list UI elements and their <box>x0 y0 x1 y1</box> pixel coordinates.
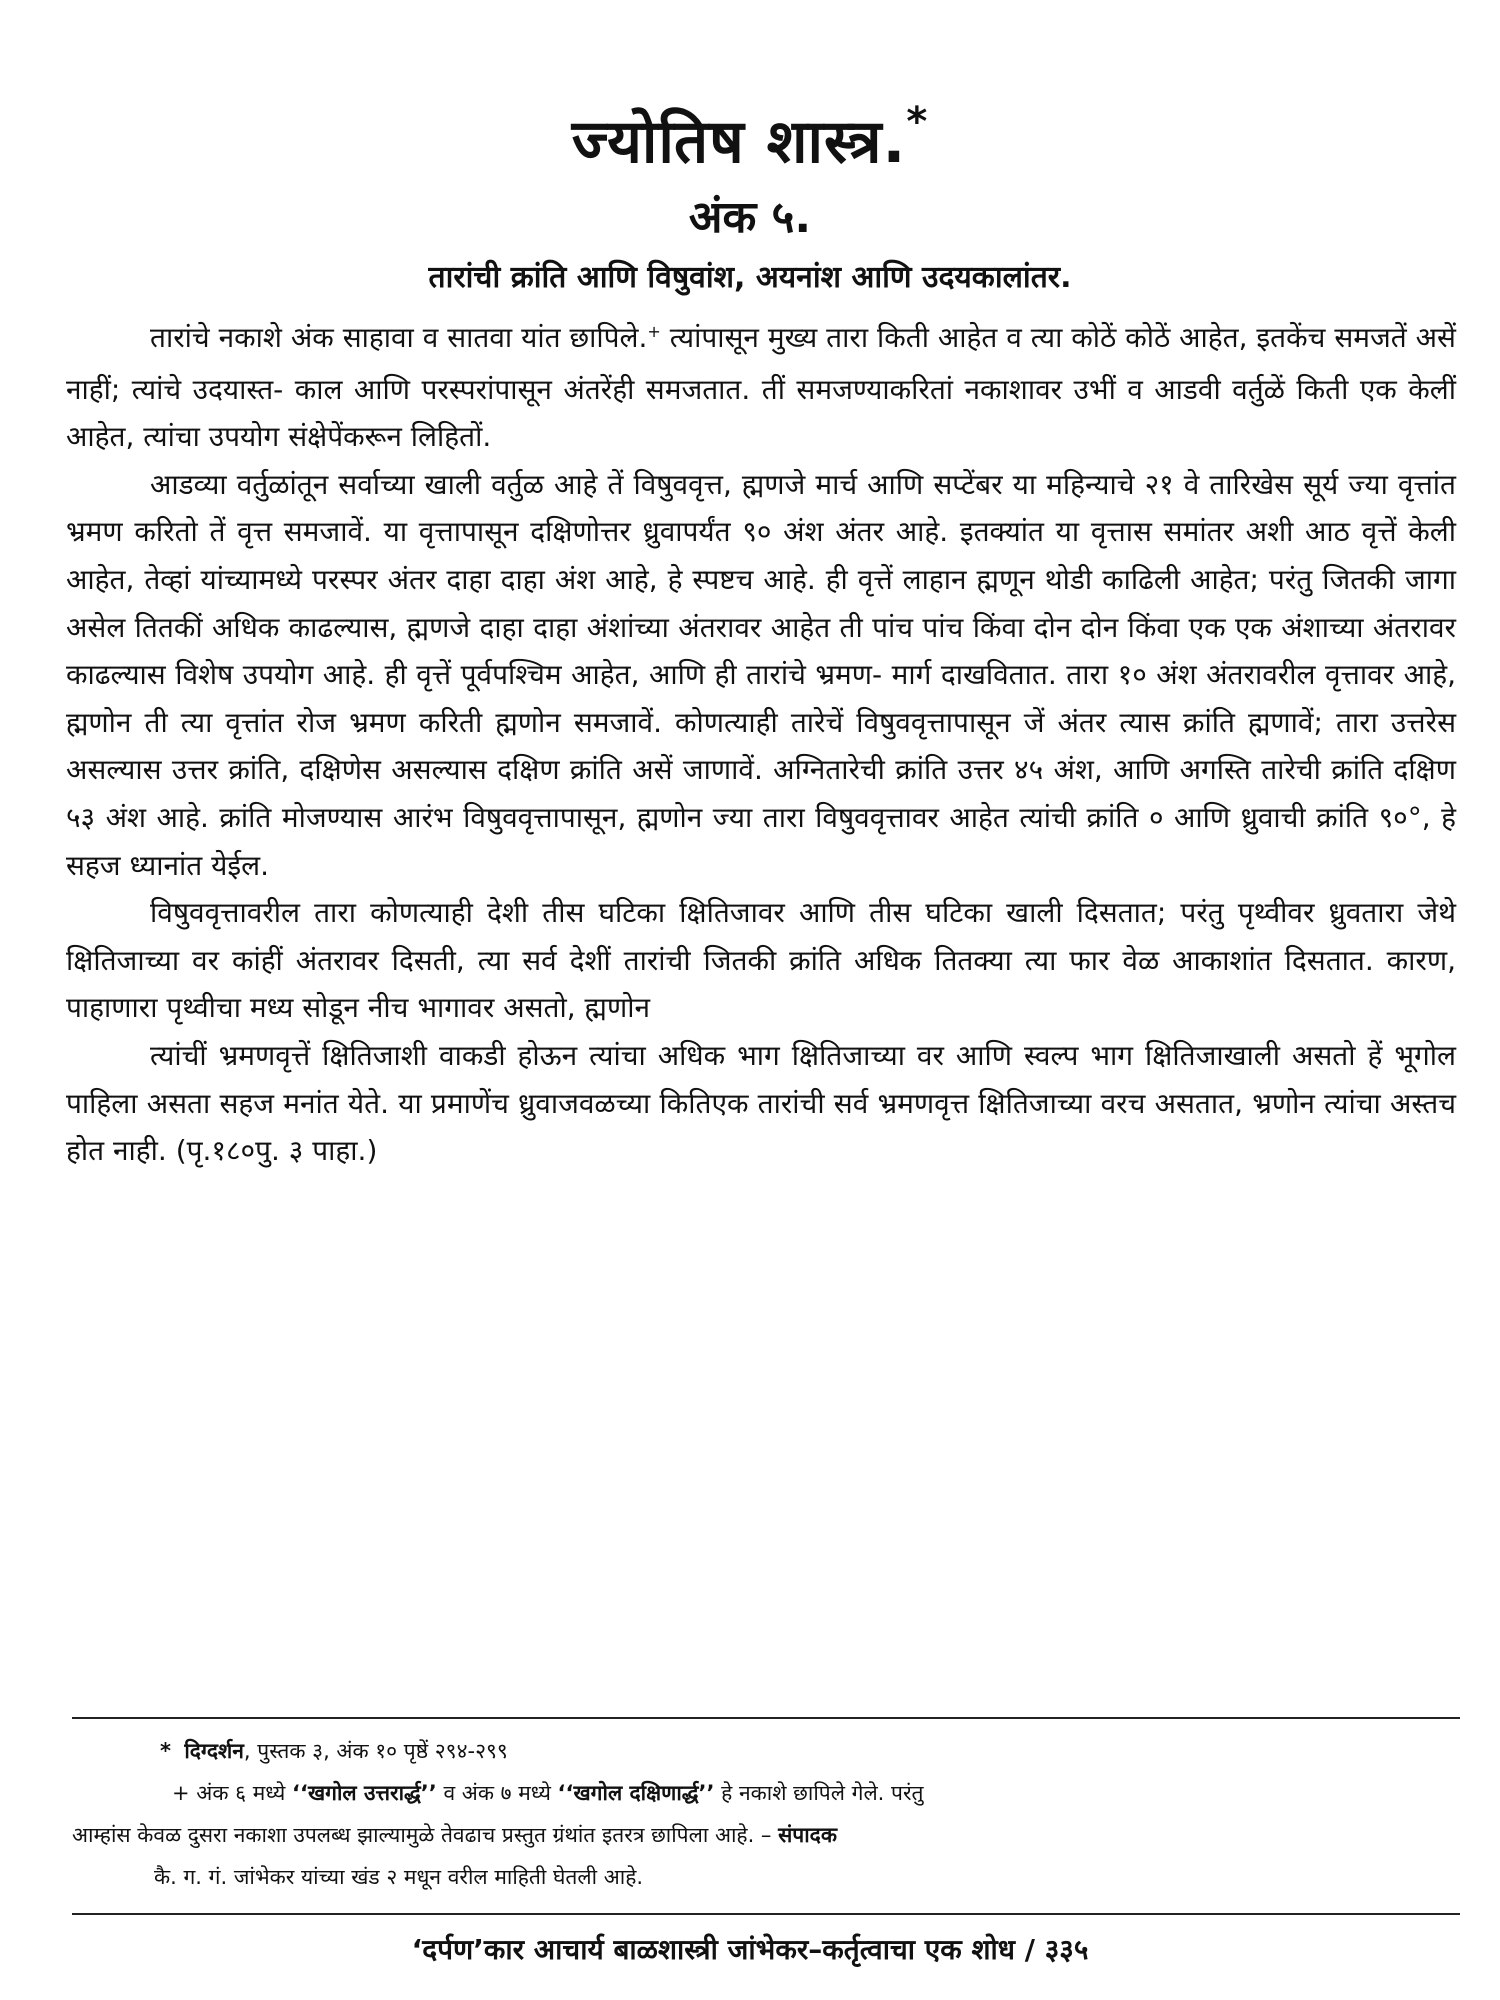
page-title <box>0 88 1500 182</box>
section-heading: तारांची क्रांति आणि विषुवांश, अयनांश आणि उदयकालांतर. <box>428 260 1072 295</box>
paragraph-1-rest: त्यांपासून मुख्य तारा किती आहेत व त्या कोठें कोठें आहेत, इतकेंच समजतें असें नाहीं; त्यांचे उदयास्त- काल आणि परस्परांपासून अंतरेंही समजतात. तीं समजण्याकरितां नकाशावर उभीं व आडवी वर्तुळें किती एक केलीं आहेत, त्यांचा उपयोग संक्षेपेंकरून लिहितों. <box>66 321 1456 454</box>
paragraph-1 <box>66 314 1456 461</box>
inline-footnote-mark: + <box>647 322 661 341</box>
footnote-4: कै. ग. गं. जांभेकर यांच्या खंड २ मधून वरील माहिती घेतली आहे. <box>154 1865 644 1889</box>
title-text: ज्योतिष शास्त्र. <box>571 107 907 177</box>
paragraph-2: आडव्या वर्तुळांतून सर्वाच्या खाली वर्तुळ आहे तें विषुववृत्त, ह्मणजे मार्च आणि सप्टेंबर या महिन्याचे २१ वे तारिखेस सूर्य ज्या वृत्तांत भ्रमण करितो तें वृत्त समजावें. या वृत्तापासून दक्षिणोत्तर ध्रुवापर्यंत ९० अंश अंतर आहे. इतक्यांत या वृत्तास समांतर अशी आठ वृत्तें केली आहेत, तेव्हां यांच्यामध्ये परस्पर अंतर दाहा दाहा अंश आहे, हे स्पष्टच आहे. ही वृत्तें लाहान ह्मणून थोडी काढिली आहेत; परंतु जितकी जागा असेल तितकीं अधिक काढल्यास, ह्मणजे दाहा दाहा अंशांच्या अंतरावर आहेत ती पांच पांच किंवा दोन दोन किंवा एक एक अंशाच्या अंतरावर काढल्यास विशेष उपयोग आहे. ही वृत्तें पूर्वपश्चिम आहेत, आणि ही तारांचे भ्रमण- मार्ग दाखवितात. तारा १० अंश अंतरावरील वृत्तावर आहे, ह्मणोन ती त्या वृत्तांत रोज भ्रमण करिती ह्मणोन समजावें. कोणत्याही तारेचें विषुववृत्तापासून जें अंतर त्यास क्रांति ह्मणावें; तारा उत्तरेस असल्यास उत्तर क्रांति, दक्षिणेस असल्यास दक्षिण क्रांति असें जाणावें. अग्नितारेची क्रांति उत्तर ४५ अंश, आणि अगस्ति तारेची क्रांति दक्षिण ५३ अंश आहे. क्रांति मोजण्यास आरंभ विषुववृत्तापासून, ह्मणोन ज्या तारा विषुववृत्तावर आहेत त्यांची क्रांति ० आणि ध्रुवाची क्रांति ९०°, हे सहज ध्यानांत येईल. <box>66 467 1456 882</box>
paragraph-1-start: तारांचे नकाशे अंक साहावा व सातवा यांत छापिले. <box>150 321 648 354</box>
footnote-3 <box>72 1814 1462 1856</box>
paragraph-4: त्यांचीं भ्रमणवृत्तें क्षितिजाशी वाकडी होऊन त्यांचा अधिक भाग क्षितिजाच्या वर आणि स्वल्प भाग क्षितिजाखाली असतो हें भूगोल पाहिला असता सहज मनांत येते. या प्रमाणेंच ध्रुवाजवळच्या कितिएक तारांची सर्व भ्रमणवृत्त क्षितिजाच्या वरच असतात, भ्रणोन त्यांचा अस्तच होत नाही. (पृ.१८०पु. ३ पाहा.) <box>66 1038 1456 1168</box>
footnote-1-mark: * <box>160 1739 171 1763</box>
page-footer: ‘दर्पण’कार आचार्य बाळशास्त्री जांभेकर–कर्तृत्वाचा एक शोध / ३३५ <box>411 1933 1089 1966</box>
body-text <box>66 314 1456 1175</box>
footnote-1-details: , पुस्तक ३, अंक १० पृष्ठें २९४-२९९ <box>243 1739 508 1763</box>
footnote-2 <box>72 1772 1462 1814</box>
footnote-2-middle: व अंक ७ मध्ये <box>436 1781 558 1805</box>
footnote-2-tail: हे नकाशे छापिले गेले. परंतु <box>714 1781 924 1805</box>
footnote-1-source: दिग्दर्शन <box>184 1739 244 1763</box>
title-footnote-mark: * <box>906 99 929 145</box>
footnote-3-editor: संपादक <box>778 1823 837 1847</box>
footnote-1 <box>72 1730 1462 1772</box>
footnotes <box>72 1730 1462 1898</box>
issue-number: अंक ५. <box>688 192 812 243</box>
footnote-2-lead: + अंक ६ मध्ये <box>172 1781 293 1805</box>
footnote-divider <box>72 1717 1460 1719</box>
footer-divider <box>72 1913 1460 1915</box>
footnote-3-text: आम्हांस केवळ दुसरा नकाशा उपलब्ध झाल्यामुळे तेवढाच प्रस्तुत ग्रंथांत इतरत्र छापिला आहे. – <box>72 1823 779 1847</box>
paragraph-3: विषुववृत्तावरील तारा कोणत्याही देशी तीस घटिका क्षितिजावर आणि तीस घटिका खाली दिसतात; परंतु पृथ्वीवर ध्रुवतारा जेथे क्षितिजाच्या वर कांहीं अंतरावर दिसती, त्या सर्व देशीं तारांची जितकी क्रांति अधिक तितक्या त्या फार वेळ आकाशांत दिसतात. कारण, पाहाणारा पृथ्वीचा मध्य सोडून नीच भागावर असतो, ह्मणोन <box>66 896 1456 1025</box>
footnote-2-quote-2: ‘‘खगोल दक्षिणार्द्ध’’ <box>557 1781 715 1805</box>
footnote-2-quote-1: ‘‘खगोल उत्तरार्द्ध’’ <box>292 1781 437 1805</box>
